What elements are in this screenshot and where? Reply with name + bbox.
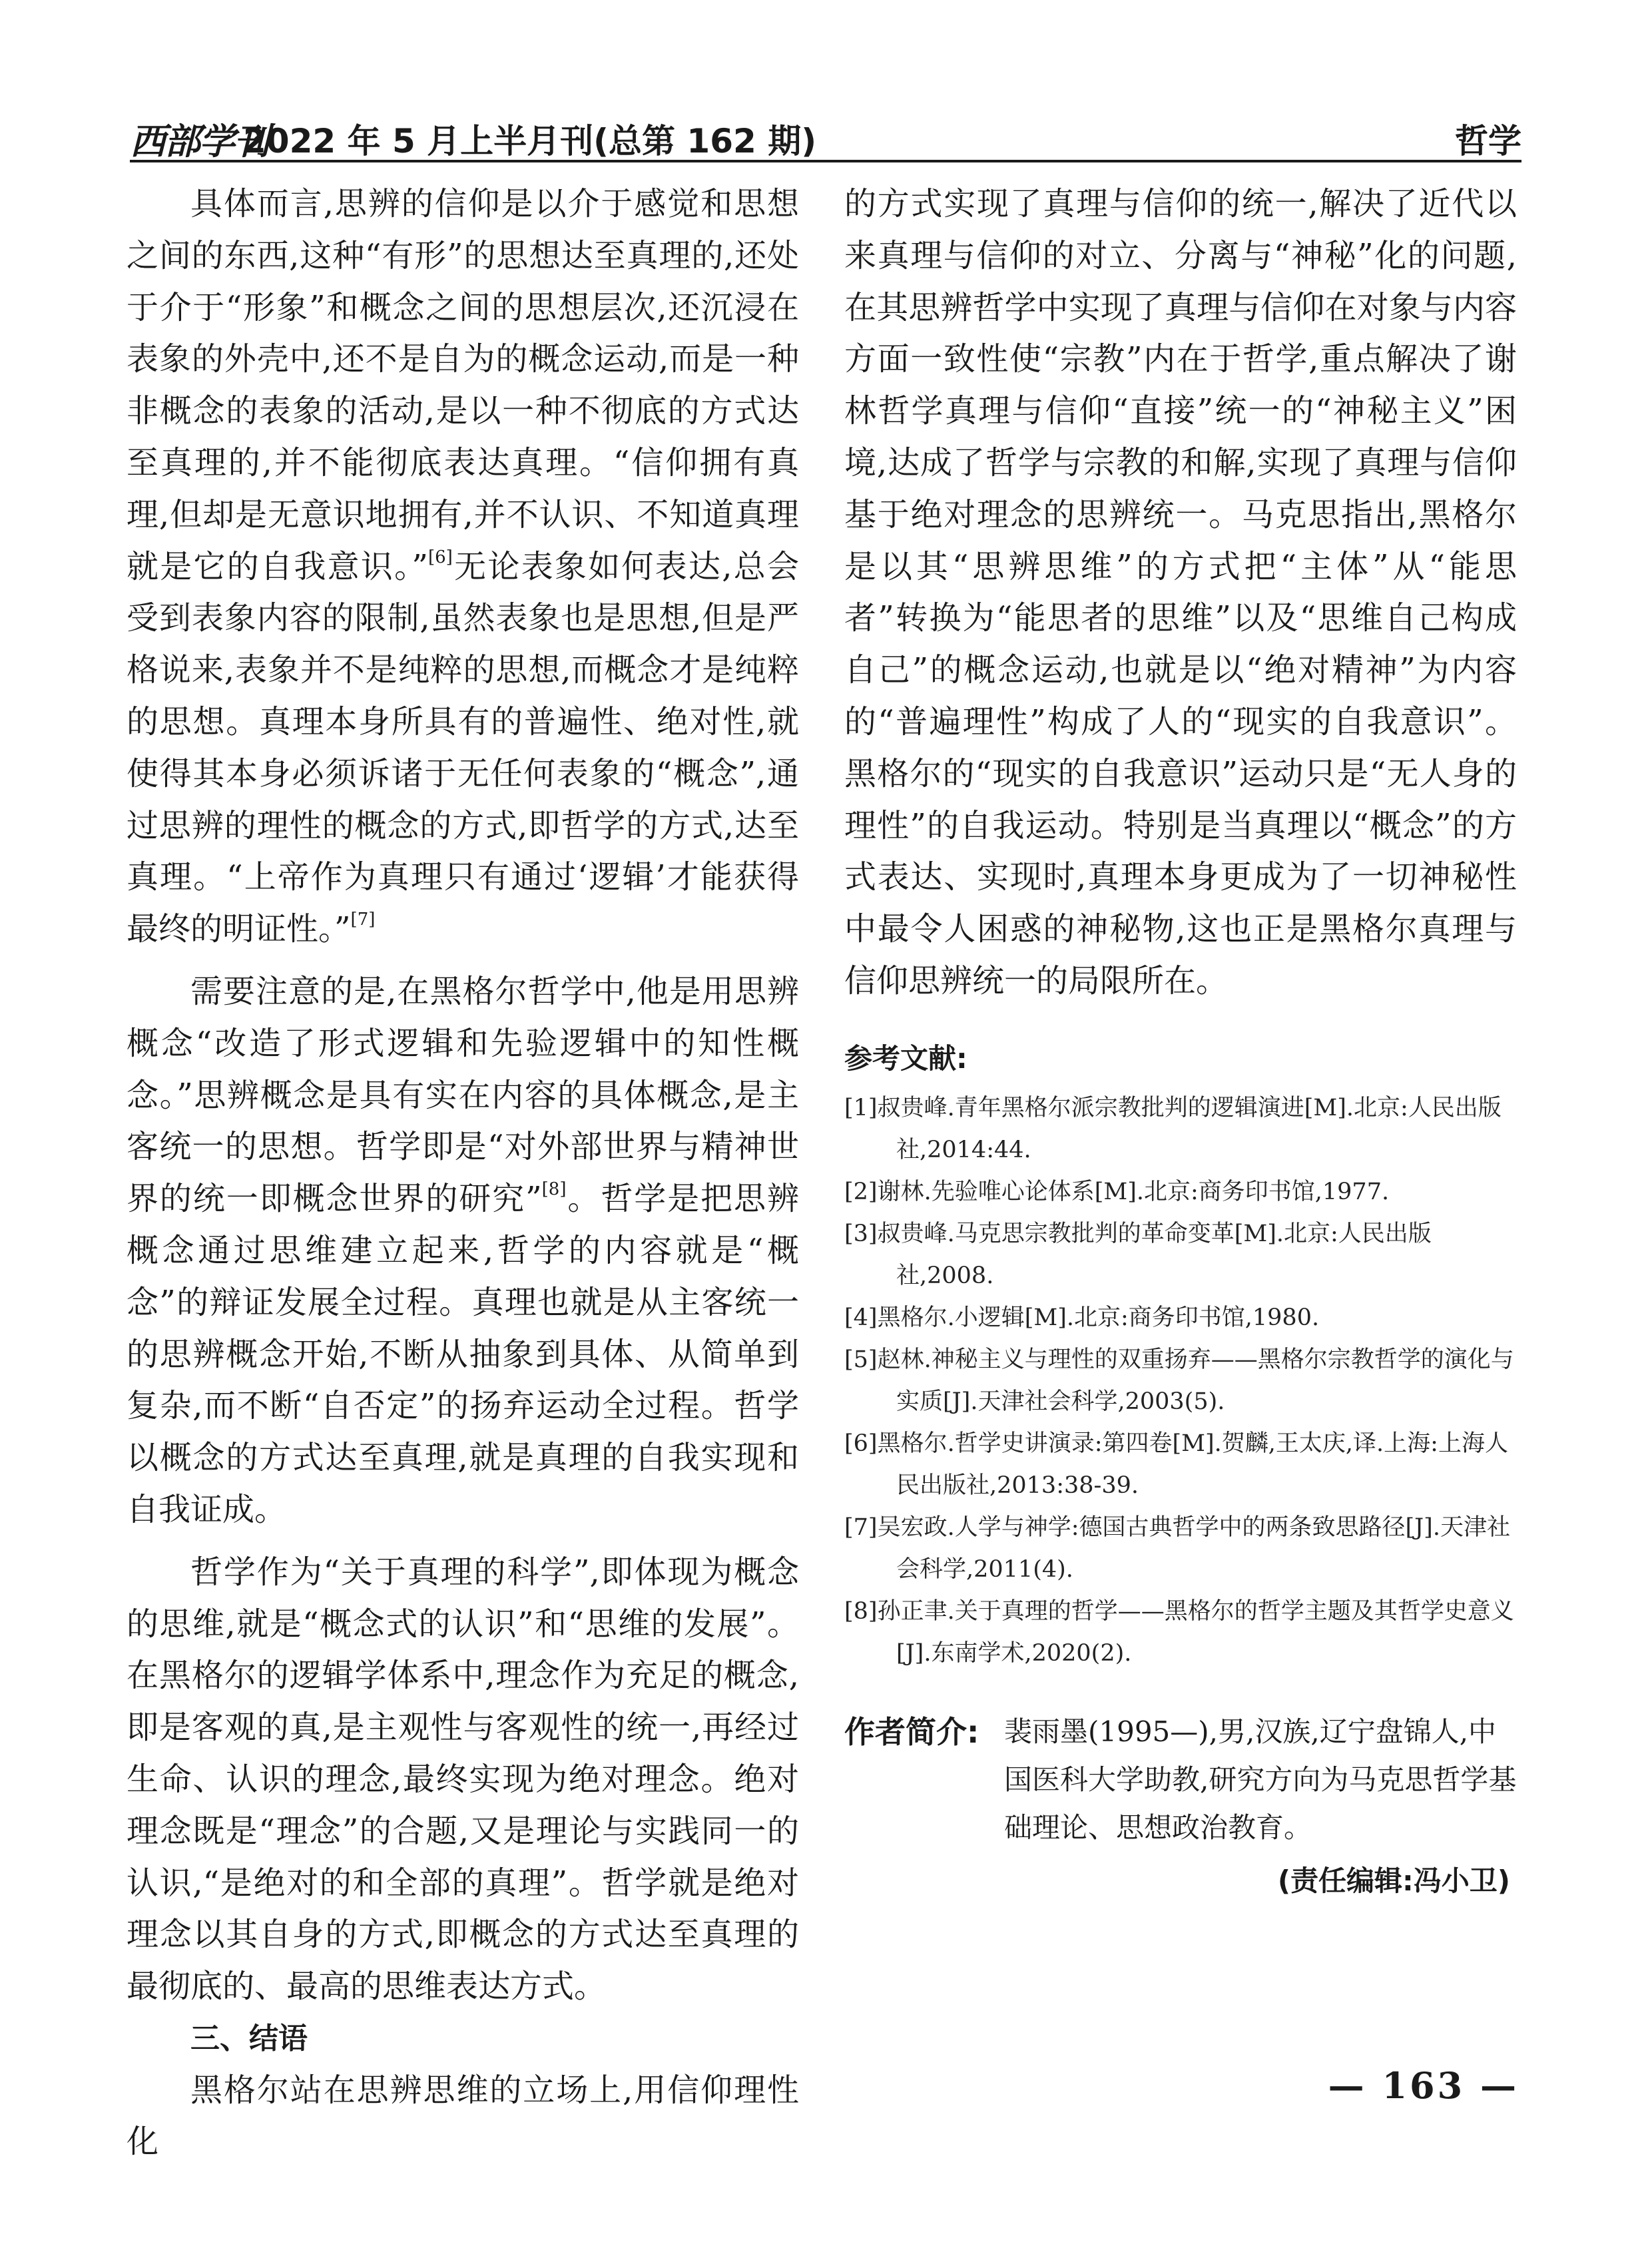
- reference-item: [8]孙正聿.关于真理的哲学——黑格尔的哲学主题及其哲学史意义[J].东南学术,2020(2).: [844, 1597, 1514, 1667]
- reference-item: [6]黑格尔.哲学史讲演录:第四卷[M].贺麟,王太庆,译.上海:上海人民出版社,2013:38-39.: [844, 1430, 1508, 1499]
- references-list: [844, 1087, 1517, 1675]
- page-number: — 163 —: [1328, 2064, 1519, 2107]
- running-header: [130, 113, 1521, 162]
- right-column: [844, 178, 1517, 1905]
- author-bio: [844, 1708, 1517, 1852]
- reference-item: [5]赵林.神秘主义与理性的双重扬弃——黑格尔宗教哲学的演化与实质[J].天津社会科学,2003(5).: [844, 1346, 1514, 1415]
- left-column: [127, 178, 799, 2168]
- paragraph: 黑格尔站在思辨思维的立场上,用信仰理性化: [127, 2071, 799, 2161]
- responsible-editor: (责任编辑:冯小卫): [1277, 1864, 1510, 1897]
- issue-info: 2022 年 5 月上半月刊(总第 162 期): [243, 122, 817, 160]
- author-bio-text: 裴雨墨(1995—),男,汉族,辽宁盘锦人,中国医科大学助教,研究方向为马克思哲学基础理论、思想政治教育。: [1004, 1715, 1517, 1844]
- reference-item: [2]谢林.先验唯心论体系[M].北京:商务印书馆,1977.: [844, 1178, 1390, 1205]
- citation: [6]: [427, 547, 453, 567]
- section-heading: 三、结语: [190, 2021, 308, 2056]
- paragraph: 的方式实现了真理与信仰的统一,解决了近代以来真理与信仰的对立、分离与“神秘”化的问题,在其思辨哲学中实现了真理与信仰在对象与内容方面一致性使“宗教”内在于哲学,重点解决了谢林哲学真理与信仰“直接”统一的“神秘主义”困境,达成了哲学与宗教的和解,实现了真理与信仰基于绝对理念的思辨统一。马克思指出,黑格尔是以其“思辨思维”的方式把“主体”从“能思者”转换为“能思者的思维”以及“思维自己构成自己”的概念运动,也就是以“绝对精神”为内容的“普遍理性”构成了人的“现实的自我意识”。黑格尔的“现实的自我意识”运动只是“无人身的理性”的自我运动。特别是当真理以“概念”的方式表达、实现时,真理本身更成为了一切神秘性中最令人困惑的神秘物,这也正是黑格尔真理与信仰思辨统一的局限所在。: [844, 185, 1517, 999]
- header-rule: [130, 160, 1521, 162]
- paragraph: 需要注意的是,在黑格尔哲学中,他是用思辨概念“改造了形式逻辑和先验逻辑中的知性概念。”思辨概念是具有实在内容的具体概念,是主客统一的思想。哲学即是“对外部世界与精神世界的统一即概念世界的研究”[8]。哲学是把思辨概念通过思维建立起来,哲学的内容就是“概念”的辩证发展全过程。真理也就是从主客统一的思辨概念开始,不断从抽象到具体、从简单到复杂,而不断“自否定”的扬弃运动全过程。哲学以概念的方式达至真理,就是真理的自我实现和自我证成。: [127, 972, 799, 1528]
- citation: [8]: [541, 1179, 567, 1200]
- reference-item: [7]吴宏政.人学与神学:德国古典哲学中的两条致思路径[J].天津社会科学,2011(4).: [844, 1514, 1510, 1583]
- author-bio-label: 作者简介:: [844, 1713, 979, 1750]
- journal-logo: 西部学刊: [130, 120, 268, 162]
- paragraph: 具体而言,思辨的信仰是以介于感觉和思想之间的东西,这种“有形”的思想达至真理的,还处于介于“形象”和概念之间的思想层次,还沉浸在表象的外壳中,还不是自为的概念运动,而是一种非概念的表象的活动,是以一种不彻底的方式达至真理的,并不能彻底表达真理。“信仰拥有真理,但却是无意识地拥有,并不认识、不知道真理就是它的自我意识。”[6]无论表象如何表达,总会受到表象内容的限制,虽然表象也是思想,但是严格说来,表象并不是纯粹的思想,而概念才是纯粹的思想。真理本身所具有的普遍性、绝对性,就使得其本身必须诉诸于无任何表象的“概念”,通过思辨的理性的概念的方式,即哲学的方式,达至真理。“上帝作为真理只有通过‘逻辑’才能获得最终的明证性。”[7]: [127, 185, 799, 948]
- reference-item: [1]叔贵峰.青年黑格尔派宗教批判的逻辑演进[M].北京:人民出版社,2014:44.: [844, 1094, 1502, 1163]
- references-title: 参考文献:: [844, 1041, 967, 1075]
- section-name: 哲学: [1455, 122, 1521, 160]
- citation: [7]: [350, 910, 376, 930]
- reference-item: [4]黑格尔.小逻辑[M].北京:商务印书馆,1980.: [844, 1304, 1320, 1331]
- paragraph: 哲学作为“关于真理的科学”,即体现为概念的思维,就是“概念式的认识”和“思维的发展”。在黑格尔的逻辑学体系中,理念作为充足的概念,即是客观的真,是主观性与客观性的统一,再经过生命、认识的理念,最终实现为绝对理念。绝对理念既是“理念”的合题,又是理论与实践同一的认识,“是绝对的和全部的真理”。哲学就是绝对理念以其自身的方式,即概念的方式达至真理的最彻底的、最高的思维表达方式。: [127, 1553, 799, 2006]
- reference-item: [3]叔贵峰.马克思宗教批判的革命变革[M].北京:人民出版社,2008.: [844, 1220, 1432, 1289]
